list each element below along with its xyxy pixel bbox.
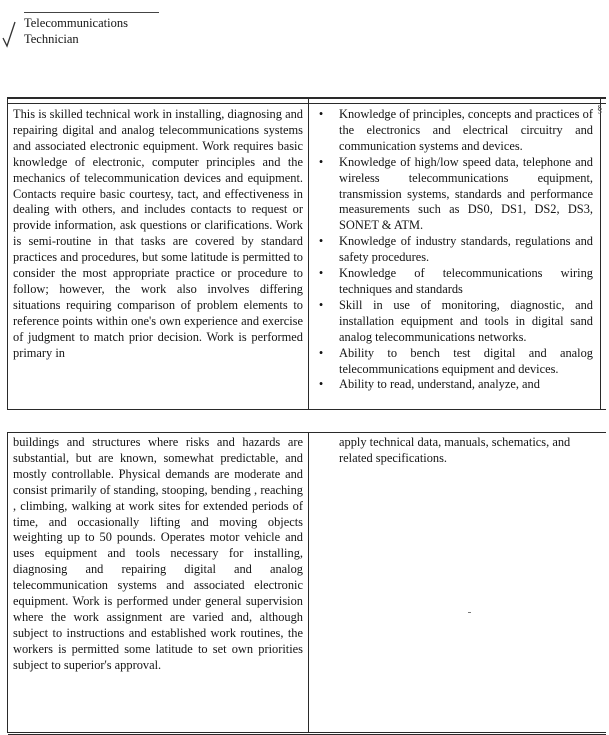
list-item: • Ability to read, understand, analyze, and <box>315 377 593 393</box>
bullet-icon: • <box>318 377 324 392</box>
list-item: • Knowledge of telecommunications wiring techniques and standards <box>315 266 593 298</box>
title-line-1: Telecommunications <box>24 16 128 30</box>
column-divider <box>308 433 309 732</box>
bullet-icon: • <box>318 266 324 281</box>
description-table-part-2 <box>7 432 606 733</box>
list-item: • Skill in use of monitoring, diagnostic, and installation equipment and tools in digital sand analog telecommunications networks. <box>315 298 593 346</box>
column-divider-right <box>600 99 601 409</box>
table-top-double-rule <box>8 103 606 104</box>
list-item: • Knowledge of industry standards, regulations and safety procedures. <box>315 234 593 266</box>
checkmark-icon <box>2 20 16 48</box>
bullet-icon: • <box>318 345 324 360</box>
list-item: • Knowledge of principles, concepts and practices of the electronics and electrical circuitry and communication systems and devices. <box>315 107 593 155</box>
stray-mark: § <box>597 103 603 115</box>
bullet-icon: • <box>318 154 324 169</box>
knowledge-skills-abilities <box>315 107 593 393</box>
bullet-icon: • <box>318 107 324 121</box>
scan-speck <box>468 612 471 613</box>
column-divider <box>308 99 309 409</box>
class-description-continued: buildings and structures where risks and hazards are substantial, but are known, somewhat predictable, and mostly controllable. Physical demands are moderate and consist primarily of standing, stooping, bending , reaching , climbing, walking at work sites for extended periods of time, and occasionally lifting and moving objects weighting up to 50 pounds. Operates motor vehicle and uses equipment and tools necessary for installing, diagnosing and repairing digital and analog telecommunication systems and associated electronic equipment. Work is performed under general supervision where the work assignment are varied and, although subject to instructions and established work routines, the workers is permitted some latitude to set own priorities subject to superior's approval. <box>13 435 303 672</box>
bullet-icon: • <box>318 297 324 312</box>
list-item: • Knowledge of high/low speed data, telephone and wireless telecommunications equipment, transmission systems, standards and performance measurements such as DS0, DS1, DS2, DS3, SONET & ATM. <box>315 155 593 235</box>
bullet-icon: • <box>318 234 324 249</box>
title-rule <box>24 12 159 13</box>
class-description: This is skilled technical work in installing, diagnosing and repairing digital and analog telecommunications systems and associated electronic equipment. Work requires basic knowledge of electronic, computer principles and the mechanics of telecommunication devices and equipment. Contacts require basic courtesy, tact, and effectiveness in dealing with others, and includes contacts to request or provide information, ask questions or clarifications. Work is semi-routine in that tasks are covered by standard practices and procedures, but some latitude is permitted to consider the most appropriate practice or procedure to follow; however, the work also involves differing situations requiring comparison of problem elements to reference points within one's own experience and exercise of judgment to match prior decision. Work is performed primary in <box>13 107 303 360</box>
ksa-continued: apply technical data, manuals, schematics, and related specifications. <box>339 435 571 465</box>
description-table-part-1 <box>7 97 606 410</box>
ksa-list <box>315 107 593 393</box>
list-item: • Ability to bench test digital and analog telecommunications equipment and devices. <box>315 346 593 378</box>
document-title <box>24 15 128 47</box>
title-line-2: Technician <box>24 32 79 46</box>
